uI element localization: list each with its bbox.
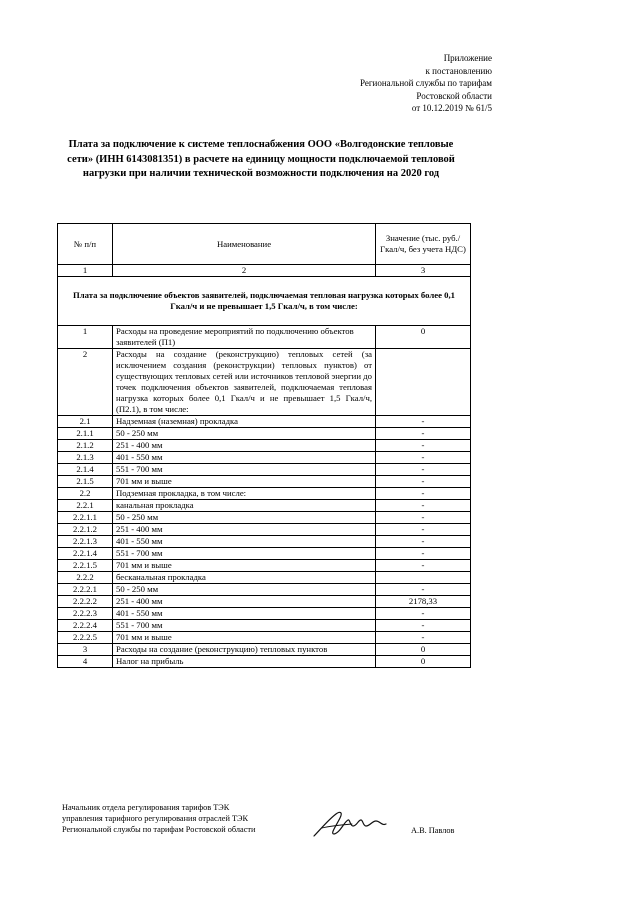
- row-value: 0: [376, 326, 471, 349]
- row-value: -: [376, 548, 471, 560]
- table-row: [58, 548, 471, 560]
- row-name: 701 мм и выше: [113, 632, 376, 644]
- appendix-line: Ростовской области: [416, 90, 492, 101]
- row-value: -: [376, 524, 471, 536]
- footer-position: [62, 802, 255, 835]
- row-number: 2.1.3: [58, 452, 113, 464]
- row-number: 2.1.1: [58, 428, 113, 440]
- header-name: Наименование: [113, 224, 376, 265]
- header-num: № п/п: [58, 224, 113, 265]
- row-name: 401 - 550 мм: [113, 452, 376, 464]
- table-row: [58, 476, 471, 488]
- row-name: бесканальная прокладка: [113, 572, 376, 584]
- row-name: 701 мм и выше: [113, 476, 376, 488]
- table-header-row: [58, 224, 471, 265]
- row-number: 2.2.1.2: [58, 524, 113, 536]
- row-name: Расходы на создание (реконструкцию) тепловых пунктов: [113, 644, 376, 656]
- row-number: 2.1: [58, 416, 113, 428]
- row-number: 2.2.2: [58, 572, 113, 584]
- appendix-block: [312, 52, 492, 115]
- appendix-line: Приложение: [443, 53, 492, 63]
- row-value: -: [376, 476, 471, 488]
- row-number: 2.2.1.3: [58, 536, 113, 548]
- table-row: [58, 644, 471, 656]
- table-row: [58, 440, 471, 452]
- row-name: 551 - 700 мм: [113, 548, 376, 560]
- row-value: -: [376, 560, 471, 572]
- table-row: [58, 656, 471, 668]
- row-value: -: [376, 488, 471, 500]
- table-row: [58, 572, 471, 584]
- row-value: -: [376, 452, 471, 464]
- row-name: 251 - 400 мм: [113, 440, 376, 452]
- signature-image: [310, 806, 390, 842]
- table-row: [58, 428, 471, 440]
- table-row: [58, 512, 471, 524]
- table-row: [58, 560, 471, 572]
- row-number: 2.2.1.4: [58, 548, 113, 560]
- row-name: 50 - 250 мм: [113, 512, 376, 524]
- table-row: [58, 524, 471, 536]
- row-name: Налог на прибыль: [113, 656, 376, 668]
- table-row: [58, 536, 471, 548]
- tariff-table: [57, 223, 471, 668]
- row-value: -: [376, 632, 471, 644]
- row-name: Расходы на создание (реконструкцию) тепловых сетей (за исключением создания (реконструкции) тепловых пунктов) от существующих тепловых сетей или источников тепловой энергии до точек подключения объектов заявителей, подключаемая тепловая нагрузка которых более 0,1 Гкал/ч и не превышает 1,5 Гкал/ч, (П2.1), в том числе:: [113, 349, 376, 416]
- row-number: 3: [58, 644, 113, 656]
- row-number: 2.2.2.3: [58, 608, 113, 620]
- table-row: [58, 464, 471, 476]
- row-value: -: [376, 440, 471, 452]
- row-value: -: [376, 464, 471, 476]
- footer-line: Начальник отдела регулирования тарифов ТЭК: [62, 803, 230, 812]
- signer-name: А.В. Павлов: [411, 826, 455, 835]
- row-name: Расходы на проведение мероприятий по подключению объектов заявителей (П1): [113, 326, 376, 349]
- appendix-line: Региональной службы по тарифам: [359, 78, 492, 88]
- row-value: -: [376, 500, 471, 512]
- row-name: 401 - 550 мм: [113, 536, 376, 548]
- row-number: 2.1.2: [58, 440, 113, 452]
- table-row: [58, 500, 471, 512]
- table-row: [58, 452, 471, 464]
- row-number: 2.2.2.5: [58, 632, 113, 644]
- row-value: -: [376, 416, 471, 428]
- row-number: 2.2.1: [58, 500, 113, 512]
- row-value: -: [376, 608, 471, 620]
- table-row: [58, 326, 471, 349]
- row-number: 2.2.2.2: [58, 596, 113, 608]
- row-name: канальная прокладка: [113, 500, 376, 512]
- table-row: [58, 584, 471, 596]
- table-section-row: [58, 277, 471, 326]
- row-name: 251 - 400 мм: [113, 524, 376, 536]
- section-title: Плата за подключение объектов заявителей, подключаемая тепловая нагрузка которых более 0,1 Гкал/ч и не превышает 1,5 Гкал/ч, в том числе:: [58, 277, 471, 326]
- row-value: -: [376, 620, 471, 632]
- table-row: [58, 488, 471, 500]
- row-number: 2.2: [58, 488, 113, 500]
- row-value: -: [376, 512, 471, 524]
- index-cell: 1: [58, 265, 113, 277]
- row-value: 0: [376, 656, 471, 668]
- table-row: [58, 608, 471, 620]
- row-number: 2.2.2.1: [58, 584, 113, 596]
- row-value: [376, 572, 471, 584]
- row-number: 2.1.5: [58, 476, 113, 488]
- row-name: 401 - 550 мм: [113, 608, 376, 620]
- row-number: 1: [58, 326, 113, 349]
- row-name: 50 - 250 мм: [113, 584, 376, 596]
- appendix-line: к постановлению: [425, 65, 492, 76]
- table-row: [58, 620, 471, 632]
- row-value: -: [376, 428, 471, 440]
- row-value: -: [376, 536, 471, 548]
- document-title: Плата за подключение к системе теплоснабжения ООО «Волгодонские тепловые сети» (ИНН 6143081351) в расчете на единицу мощности подключаемой тепловой нагрузки при наличии технической возможности подключения на 2020 год: [67, 139, 455, 179]
- row-value: [376, 349, 471, 416]
- index-cell: 2: [113, 265, 376, 277]
- row-number: 2.2.1.5: [58, 560, 113, 572]
- row-number: 2.1.4: [58, 464, 113, 476]
- table-body: [58, 326, 471, 668]
- row-value: 2178,33: [376, 596, 471, 608]
- row-name: 551 - 700 мм: [113, 620, 376, 632]
- footer-line: управления тарифного регулирования отраслей ТЭК: [62, 814, 249, 823]
- row-name: Надземная (наземная) прокладка: [113, 416, 376, 428]
- table-index-row: [58, 265, 471, 277]
- table-row: [58, 596, 471, 608]
- row-name: 251 - 400 мм: [113, 596, 376, 608]
- row-name: 50 - 250 мм: [113, 428, 376, 440]
- table-row: [58, 416, 471, 428]
- footer-line: Региональной службы по тарифам Ростовской области: [62, 825, 256, 834]
- row-number: 2: [58, 349, 113, 416]
- row-number: 2.2.1.1: [58, 512, 113, 524]
- row-name: 701 мм и выше: [113, 560, 376, 572]
- row-number: 2.2.2.4: [58, 620, 113, 632]
- index-cell: 3: [376, 265, 471, 277]
- row-name: Подземная прокладка, в том числе:: [113, 488, 376, 500]
- appendix-line: от 10.12.2019 № 61/5: [411, 103, 492, 113]
- row-name: 551 - 700 мм: [113, 464, 376, 476]
- table-row: [58, 632, 471, 644]
- table-row: [58, 349, 471, 416]
- row-number: 4: [58, 656, 113, 668]
- row-value: 0: [376, 644, 471, 656]
- header-value: Значение (тыс. руб./Гкал/ч, без учета НДС): [376, 224, 471, 265]
- row-value: -: [376, 584, 471, 596]
